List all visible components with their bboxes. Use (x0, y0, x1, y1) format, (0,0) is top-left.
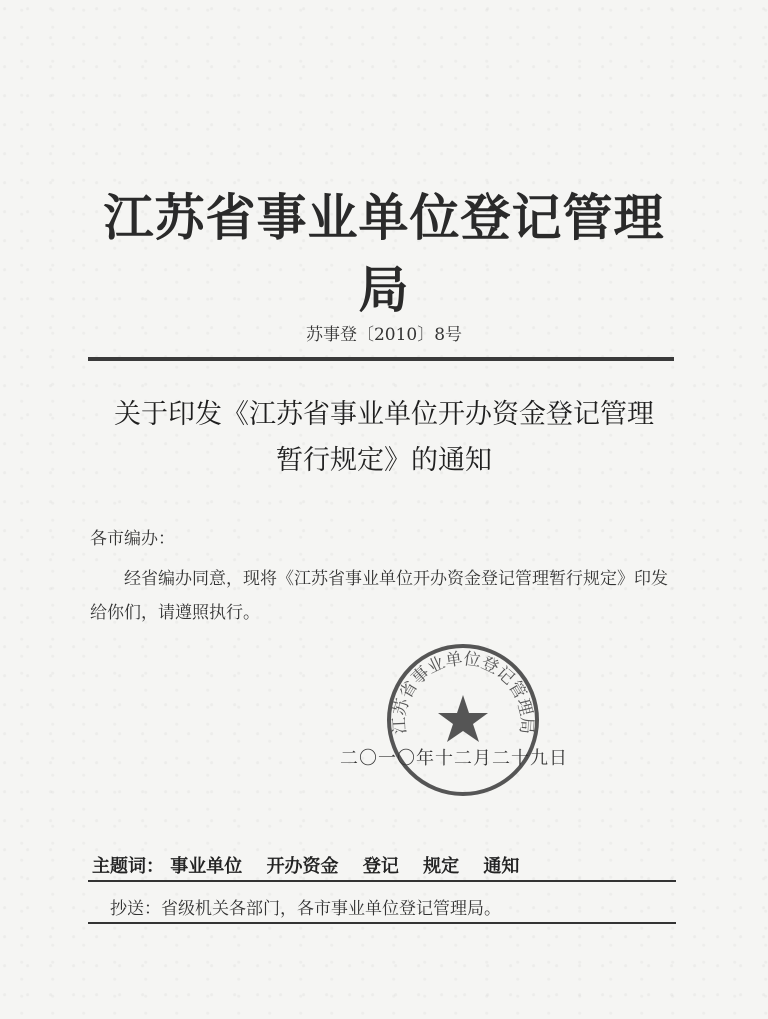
footer-divider-top (88, 880, 676, 882)
keyword: 规定 (423, 856, 460, 877)
keyword: 事业单位 (170, 856, 243, 877)
star-icon (438, 695, 488, 742)
document-title (80, 392, 688, 484)
header-divider (88, 357, 674, 361)
title-line-2: 暂行规定》的通知 (276, 445, 492, 476)
keywords-line (92, 852, 519, 878)
title-line-1: 关于印发《江苏省事业单位开办资金登记管理 (114, 399, 654, 430)
cc-recipients: 省级机关各部门，各市事业单位登记管理局。 (161, 899, 501, 919)
cc-label: 抄送： (110, 899, 161, 919)
keyword: 登记 (362, 856, 399, 877)
document-number: 苏事登〔2010〕8号 (305, 325, 463, 345)
salutation: 各市编办： (90, 529, 175, 549)
agency-letterhead: 江苏省事业单位登记管理局 (103, 189, 665, 319)
keywords-label: 主题词： (92, 856, 164, 877)
seal-text: 江苏省事业单位登记管理局 (389, 649, 537, 735)
footer-divider-bottom (88, 922, 676, 924)
official-seal (384, 641, 542, 799)
body-paragraph: 经省编办同意，现将《江苏省事业单位开办资金登记管理暂行规定》印发给你们，请遵照执行。 (90, 569, 668, 623)
keyword: 通知 (483, 856, 520, 877)
issue-date: 二〇一〇年十二月二十九日 (340, 748, 568, 769)
keyword: 开办资金 (266, 856, 339, 877)
cc-line (110, 894, 501, 919)
